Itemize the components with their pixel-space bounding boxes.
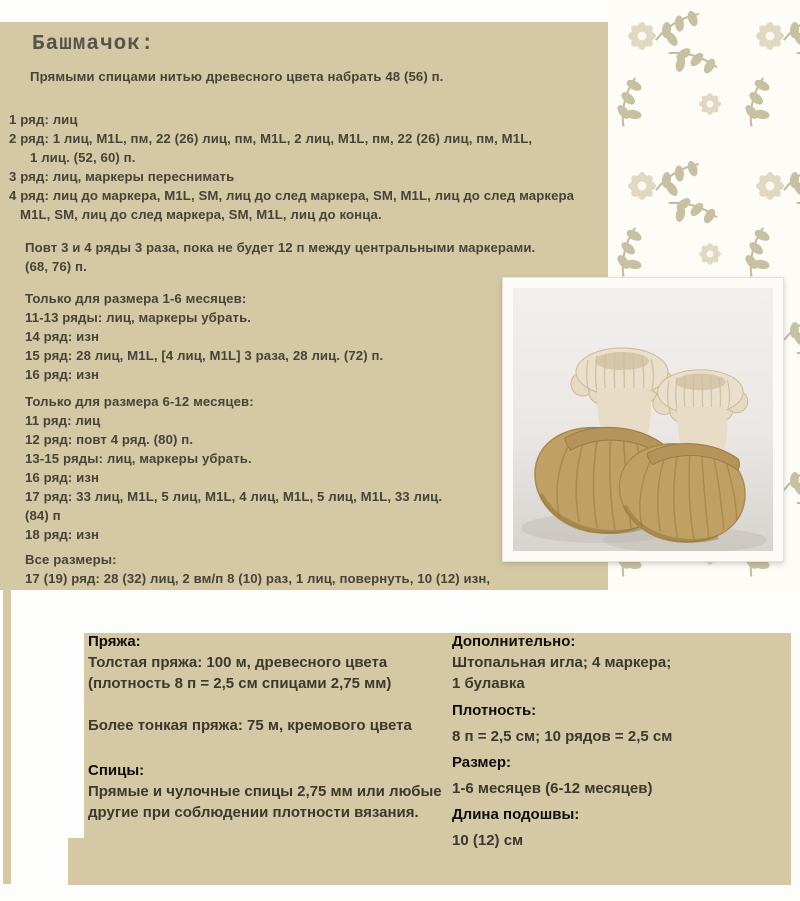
- section-heading-size-6-12: Только для размера 6-12 месяцев:: [25, 394, 254, 409]
- pattern-row: 17 (19) ряд: 28 (32) лиц, 2 вм/п 8 (10) раз, 1 лиц, повернуть, 10 (12) изн,: [25, 571, 491, 586]
- size-value: 1-6 месяцев (6-12 месяцев): [452, 780, 653, 797]
- materials-column-right: [452, 631, 787, 851]
- pattern-row: 4 ряд: лиц до маркера, M1L, SM, лиц до след маркера, SM, M1L, лиц до след маркера: [9, 188, 575, 203]
- booties-photo: [502, 277, 784, 562]
- pattern-row: 18 ряд: изн: [25, 527, 100, 542]
- pattern-row: 16 ряд: изн: [25, 470, 100, 485]
- pattern-row: 3 ряд: лиц, маркеры переснимать: [9, 169, 235, 184]
- gauge-value: 8 п = 2,5 см; 10 рядов = 2,5 см: [452, 728, 673, 745]
- pattern-row: 11 ряд: лиц: [25, 413, 101, 428]
- pattern-row: 17 ряд: 33 лиц, M1L, 5 лиц, M1L, 4 лиц, M1L, 5 лиц, M1L, 33 лиц.: [25, 489, 443, 504]
- repeat-note: (68, 76) п.: [25, 259, 87, 274]
- section-heading-size-1-6: Только для размера 1-6 месяцев:: [25, 291, 247, 306]
- page-title: Башмачок:: [32, 33, 155, 56]
- sole-length-value: 10 (12) см: [452, 832, 524, 849]
- sole-length-heading: Длина подошвы:: [452, 806, 580, 823]
- booties-photo-illustration: [513, 288, 773, 551]
- yarn-line: (плотность 8 п = 2,5 см спицами 2,75 мм): [88, 675, 392, 692]
- gauge-heading: Плотность:: [452, 702, 537, 719]
- needles-heading: Спицы:: [88, 762, 145, 779]
- pattern-row: 2 ряд: 1 лиц, M1L, пм, 22 (26) лиц, пм, M1L, 2 лиц, M1L, пм, 22 (26) лиц, пм, M1L,: [9, 131, 533, 146]
- section-heading-all-sizes: Все размеры:: [25, 552, 117, 567]
- cast-on-line: Прямыми спицами нитью древесного цвета набрать 48 (56) п.: [30, 69, 444, 84]
- yarn-heading: Пряжа:: [88, 633, 141, 650]
- pattern-row: 11-13 ряды: лиц, маркеры убрать.: [25, 310, 252, 325]
- pattern-row: 1 лиц. (52, 60) п.: [30, 150, 136, 165]
- materials-column-left: [88, 631, 448, 823]
- pattern-row: (84) п: [25, 508, 61, 523]
- yarn-line: Толстая пряжа: 100 м, древесного цвета: [88, 654, 388, 671]
- pattern-row: 14 ряд: изн: [25, 329, 100, 344]
- left-edge-strip: [3, 590, 11, 884]
- pattern-row: 13-15 ряды: лиц, маркеры убрать.: [25, 451, 252, 466]
- pattern-row: 15 ряд: 28 лиц, M1L, [4 лиц, M1L] 3 раза, 28 лиц. (72) п.: [25, 348, 384, 363]
- size-heading: Размер:: [452, 754, 512, 771]
- repeat-note: Повт 3 и 4 ряды 3 раза, пока не будет 12 п между центральными маркерами.: [25, 240, 536, 255]
- pattern-row: 16 ряд: изн: [25, 367, 100, 382]
- needles-line: Прямые и чулочные спицы 2,75 мм или любые: [88, 783, 442, 800]
- extras-line: Штопальная игла; 4 маркера;: [452, 654, 672, 671]
- yarn-line: Более тонкая пряжа: 75 м, кремового цвета: [88, 717, 412, 734]
- pattern-row: M1L, SM, лиц до след маркера, SM, M1L, лиц до конца.: [20, 207, 382, 222]
- extras-line: 1 булавка: [452, 675, 525, 692]
- pattern-row: 12 ряд: повт 4 ряд. (80) п.: [25, 432, 194, 447]
- extras-heading: Дополнительно:: [452, 633, 576, 650]
- pattern-row: 1 ряд: лиц: [9, 112, 78, 127]
- needles-line: другие при соблюдении плотности вязания.: [88, 804, 419, 821]
